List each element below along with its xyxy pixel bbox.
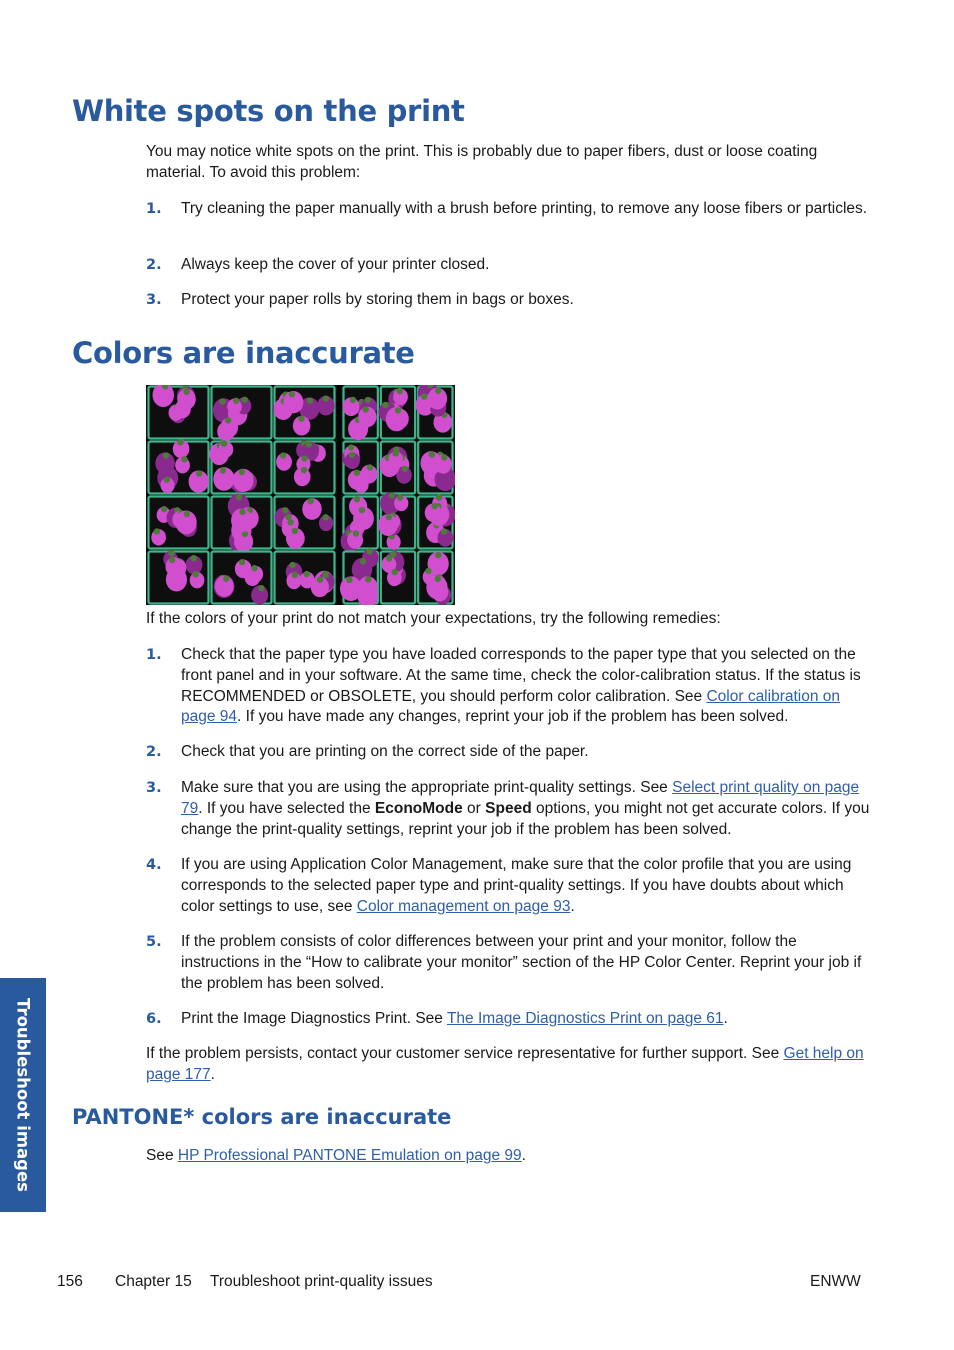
berry-leaf	[397, 494, 403, 500]
list-item	[146, 645, 871, 728]
berry-leaf	[435, 552, 441, 558]
text-run: .	[570, 897, 575, 915]
text-run: options, you might not get accurate colors. If you change the print-quality settings, reprint your job if the problem has been solved.	[181, 799, 870, 838]
list-number: 6.	[146, 1011, 162, 1027]
berry-leaf	[346, 577, 352, 583]
berry-leaf	[388, 492, 394, 498]
berry-leaf	[435, 388, 441, 394]
berry-leaf	[190, 555, 196, 561]
berry-leaf	[181, 456, 187, 462]
bold-speed: Speed	[485, 799, 532, 817]
bold-econo-mode: EconoMode	[374, 799, 463, 817]
text-run: Make sure that you are using the appropriate print-quality settings. See	[181, 779, 673, 796]
berry-leaf	[441, 528, 447, 534]
berry-leaf	[301, 467, 307, 473]
berry-leaf	[360, 558, 366, 564]
list-text: If the problem consists of color differences between your print and your monitor, follow the instructions in the “How to calibrate your monitor” section of the HP Color Center. Reprint your job if the problem has been solved.	[181, 933, 862, 992]
text-run: .	[723, 1010, 728, 1027]
list-item	[146, 742, 871, 763]
link-image-diagnostics-print[interactable]: The Image Diagnostics Print on page 61	[446, 1010, 724, 1027]
text-run: . If you have made any changes, reprint your job if the problem has been solved.	[237, 708, 789, 726]
berry-leaf	[282, 507, 288, 513]
link-select-print-quality[interactable]: Select print quality on page 79	[181, 779, 860, 817]
list-item	[146, 855, 871, 917]
link-color-management[interactable]: Color management on page 93	[356, 897, 571, 915]
berry-leaf	[306, 441, 312, 447]
list-number: 3.	[146, 780, 162, 796]
berry-leaf	[392, 450, 398, 456]
berry-leaf	[367, 464, 373, 470]
berry-leaf	[366, 548, 372, 554]
berry-leaf	[348, 444, 354, 450]
berry-leaf	[219, 398, 225, 404]
list-number: 1.	[146, 647, 162, 663]
strawberries-image	[146, 385, 455, 605]
footer-enww: ENWW	[810, 1273, 861, 1290]
list-text	[181, 855, 871, 917]
list-item	[146, 290, 871, 311]
berry-leaf	[431, 503, 437, 509]
berry-leaf	[322, 514, 328, 520]
berry-leaf	[395, 407, 401, 413]
berry-leaf	[382, 402, 388, 408]
berry-leaf	[354, 470, 360, 476]
text-run: Check that the paper type you have loaded corresponds to the paper type that you selected on the front panel and in your software. At the same time, check the color-calibration status. If the status is RECOMMENDED or OBSOLETE, you should perform color calibration. See	[181, 646, 861, 705]
berry-leaf	[359, 507, 365, 513]
berry-leaf	[289, 562, 295, 568]
list-text	[181, 645, 871, 728]
berry-leaf	[289, 391, 295, 397]
berry-leaf	[350, 397, 356, 403]
text-run: See	[146, 1147, 178, 1164]
text-run: If the problem persists, contact your customer service representative for further support. See	[146, 1045, 784, 1062]
section-title-colors-inaccurate: Colors are inaccurate	[72, 336, 415, 370]
text-run: .	[521, 1147, 526, 1164]
berry-leaf	[154, 528, 160, 534]
text-run: . If you have selected the	[198, 799, 375, 817]
link-color-calibration[interactable]: Color calibration on page 94	[181, 687, 841, 726]
berry-leaf	[242, 397, 248, 403]
berry-leaf	[323, 395, 329, 401]
list-item	[146, 1009, 871, 1030]
section2-intro: If the colors of your print do not match your expectations, try the following remedies:	[146, 610, 721, 627]
berry-leaf	[354, 496, 360, 502]
section3-text	[146, 1146, 871, 1167]
berry-leaf	[304, 571, 310, 577]
berry-leaf	[365, 576, 371, 582]
berry-leaf	[239, 509, 245, 515]
list-item	[146, 778, 871, 840]
berry-leaf	[236, 494, 242, 500]
list-item	[146, 932, 871, 994]
berry-leaf	[436, 494, 442, 500]
berry-leaf	[307, 397, 313, 403]
section2-outro	[146, 1044, 871, 1086]
berry-leaf	[386, 514, 392, 520]
berry-leaf	[365, 397, 371, 403]
list-text: Protect your paper rolls by storing them in bags or boxes.	[181, 291, 574, 308]
berry-leaf	[307, 498, 313, 504]
berry-leaf	[322, 572, 328, 578]
berry-leaf	[168, 550, 174, 556]
berry-leaf	[429, 451, 435, 457]
berry-leaf	[192, 571, 198, 577]
berry-leaf	[220, 467, 226, 473]
berry-leaf	[258, 585, 264, 591]
berry-leaf	[441, 454, 447, 460]
berry-leaf	[164, 476, 170, 482]
footer-chapter-title: Troubleshoot print-quality issues	[210, 1273, 433, 1290]
list-item	[146, 255, 871, 276]
list-number: 4.	[146, 857, 162, 873]
berry-leaf	[177, 439, 183, 445]
list-number: 5.	[146, 934, 162, 950]
berry-leaf	[169, 557, 175, 563]
berry-leaf	[223, 576, 229, 582]
berry-leaf	[239, 469, 245, 475]
list-text	[181, 778, 871, 840]
side-tab-label: Troubleshoot images	[13, 998, 33, 1192]
text-run: or	[462, 799, 486, 817]
link-get-help[interactable]: Get help on page 177	[146, 1045, 864, 1083]
berry-leaf	[251, 565, 257, 571]
berry-leaf	[425, 568, 431, 574]
list-text: Always keep the cover of your printer closed.	[181, 256, 490, 273]
berry-leaf	[292, 572, 298, 578]
page-number: 156	[57, 1273, 83, 1290]
berry-leaf	[421, 393, 427, 399]
text-run: Print the Image Diagnostics Print. See	[181, 1010, 447, 1027]
chapter-side-tab	[0, 978, 46, 1212]
section1-intro: You may notice white spots on the print. This is probably due to paper fibers, dust or loose coating material. To avoid this problem:	[146, 143, 818, 181]
print-divider	[337, 385, 341, 605]
list-text	[181, 1009, 871, 1030]
link-pantone-emulation[interactable]: HP Professional PANTONE Emulation on page 99	[177, 1147, 522, 1164]
section-title-pantone: PANTONE* colors are inaccurate	[72, 1105, 452, 1129]
list-text: Check that you are printing on the correct side of the paper.	[181, 743, 589, 760]
berry-leaf	[317, 576, 323, 582]
berry-leaf	[183, 389, 189, 395]
berry-leaf	[239, 559, 245, 565]
berry-leaf	[353, 530, 359, 536]
berry-leaf	[392, 569, 398, 575]
section-title-white-spots: White spots on the print	[72, 94, 465, 128]
berry-leaf	[349, 452, 355, 458]
text-run: .	[210, 1065, 215, 1083]
berry-leaf	[196, 470, 202, 476]
berry-leaf	[397, 388, 403, 394]
berry-leaf	[298, 415, 304, 421]
berry-leaf	[221, 440, 227, 446]
berry-leaf	[163, 452, 169, 458]
list-number: 2.	[146, 744, 162, 760]
list-text: Try cleaning the paper manually with a brush before printing, to remove any loose fibers or particles.	[181, 200, 868, 217]
list-number: 1.	[146, 201, 162, 217]
list-number: 3.	[146, 292, 162, 308]
berry-leaf	[402, 466, 408, 472]
footer-chapter: Chapter 15	[115, 1273, 192, 1290]
berry-leaf	[184, 511, 190, 517]
berry-leaf	[386, 555, 392, 561]
berry-leaf	[435, 576, 441, 582]
berry-leaf	[161, 506, 167, 512]
berry-leaf	[233, 398, 239, 404]
berry-leaf	[301, 455, 307, 461]
berry-leaf	[287, 519, 293, 525]
list-number: 2.	[146, 257, 162, 273]
berry-leaf	[362, 406, 368, 412]
berry-leaf	[292, 528, 298, 534]
berry-leaf	[225, 417, 231, 423]
list-item	[146, 199, 871, 220]
text-run: If you are using Application Color Management, make sure that the color profile that you are using corresponds to the selected paper type and print-quality settings. If you have doubts about which color settings to use, see	[181, 856, 852, 915]
berry-leaf	[280, 452, 286, 458]
